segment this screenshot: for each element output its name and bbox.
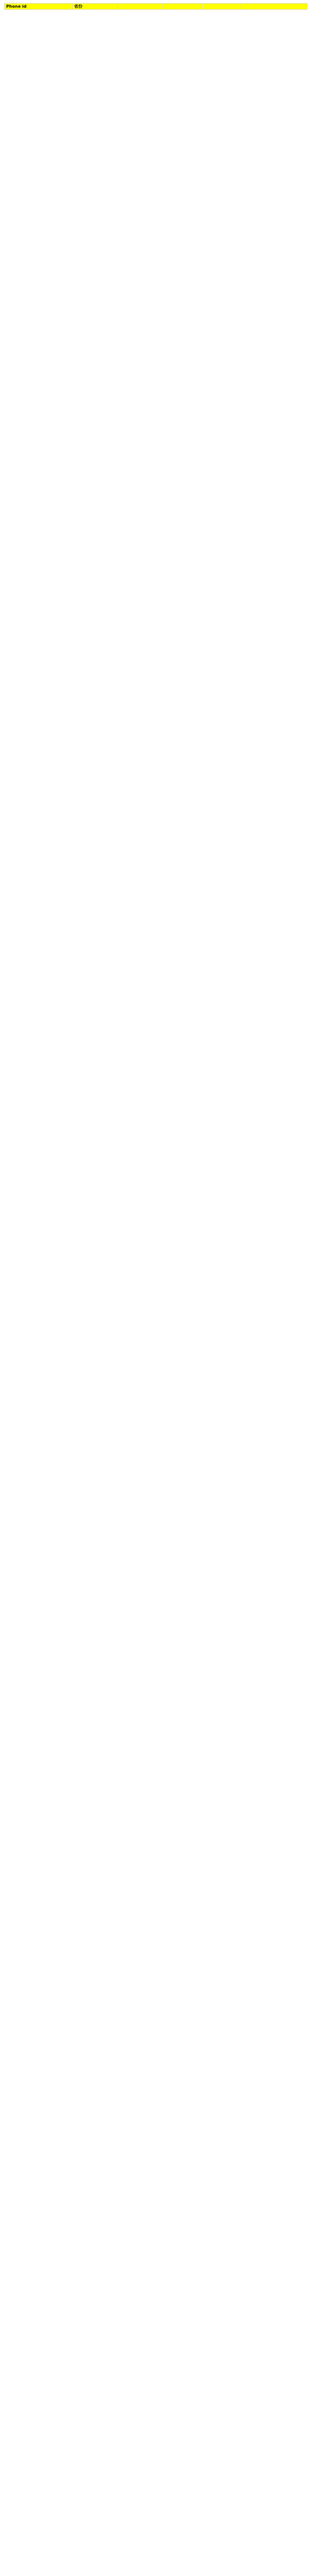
column-header[interactable]: 省份 [73,4,118,10]
column-header[interactable] [118,4,163,10]
column-header[interactable] [242,4,307,10]
header-row [5,4,307,10]
column-header[interactable]: Phone id [5,4,73,10]
spreadsheet [4,3,307,10]
column-header[interactable] [202,4,242,10]
column-header[interactable] [163,4,202,10]
data-table [4,3,307,10]
